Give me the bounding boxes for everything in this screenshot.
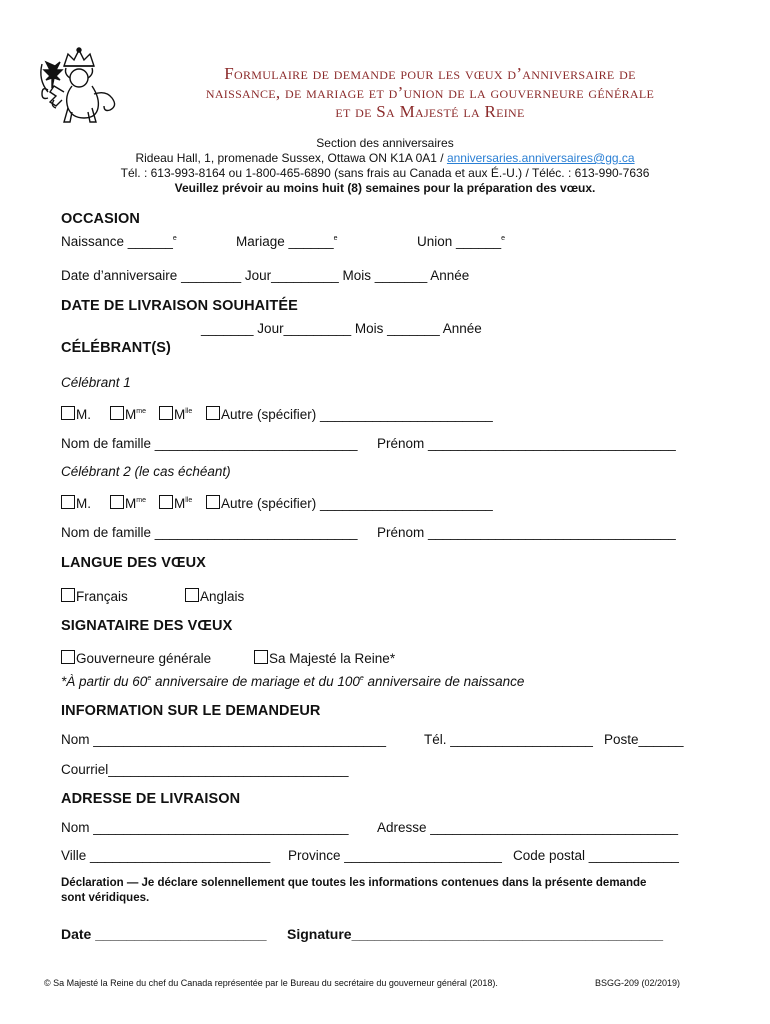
- celebrant-1-mlle-checkbox[interactable]: $M^{lle}$: [159, 406, 192, 422]
- celebrant-1-autre-checkbox[interactable]: Autre (spécifier) _______________________: [206, 406, 493, 422]
- requester-email-field[interactable]: Courriel________________________________: [61, 762, 349, 777]
- royal-crest-logo: [34, 44, 124, 134]
- declaration-line-1: Déclaration — Je déclare solennellement que toutes les informations contenues dans la présente demande: [61, 877, 647, 889]
- celebrant-1-last-name-field[interactable]: Nom de famille ___________________________: [61, 436, 358, 451]
- celebrant-2-autre-checkbox[interactable]: Autre (spécifier) _______________________: [206, 495, 493, 511]
- province-field[interactable]: Province _____________________: [288, 848, 502, 863]
- checkbox-icon[interactable]: [110, 495, 124, 509]
- french-checkbox[interactable]: Français: [61, 588, 128, 604]
- celebrant-2-first-name-field[interactable]: Prénom _________________________________: [377, 525, 676, 540]
- declaration-line-2: sont véridiques.: [61, 892, 150, 904]
- form-title-line-2: naissance, de mariage et d’union de la gouverneure générale: [205, 83, 655, 102]
- celebrant-1-first-name-field[interactable]: Prénom _________________________________: [377, 436, 676, 451]
- occasion-heading: OCCASION: [61, 211, 140, 227]
- checkbox-icon[interactable]: [185, 588, 199, 602]
- address-name-field[interactable]: Nom __________________________________: [61, 820, 349, 835]
- english-checkbox[interactable]: Anglais: [185, 588, 244, 604]
- phone-line: Tél. : 613-993-8164 ou 1-800-465-6890 (sans frais au Canada et aux É.-U.) / Téléc. : 613-990-7636: [120, 166, 650, 180]
- requester-heading: INFORMATION SUR LE DEMANDEUR: [61, 703, 321, 719]
- checkbox-icon[interactable]: [159, 406, 173, 420]
- checkbox-icon[interactable]: [110, 406, 124, 420]
- celebrant-1-m-checkbox[interactable]: M.: [61, 406, 91, 422]
- celebrant-2-last-name-field[interactable]: Nom de famille ___________________________: [61, 525, 358, 540]
- delivery-date-field[interactable]: _______ Jour_________ Mois _______ Année: [201, 321, 482, 336]
- celebrant-2-m-checkbox[interactable]: M.: [61, 495, 91, 511]
- postal-code-field[interactable]: Code postal ____________: [513, 848, 679, 863]
- mariage-field[interactable]: Mariage ______$^e$: [236, 234, 338, 249]
- union-field[interactable]: Union ______$^e$: [417, 234, 505, 249]
- delivery-date-heading: DATE DE LIVRAISON SOUHAITÉE: [61, 298, 298, 314]
- checkbox-icon[interactable]: [61, 495, 75, 509]
- notice: Veuillez prévoir au moins huit (8) semaines pour la préparation des vœux.: [174, 181, 596, 195]
- naissance-field[interactable]: Naissance ______$^e$: [61, 234, 177, 249]
- signatory-heading: SIGNATAIRE DES VŒUX: [61, 618, 233, 634]
- checkbox-icon[interactable]: [254, 650, 268, 664]
- queen-eligibility-note: *À partir du 60e anniversaire de mariage et du 100e anniversaire de naissance: [61, 674, 525, 689]
- signature-field[interactable]: Signature________________________________________: [287, 926, 664, 942]
- celebrant-2-label: Célébrant 2 (le cas échéant): [61, 464, 231, 479]
- checkbox-icon[interactable]: [61, 588, 75, 602]
- celebrant-1-label: Célébrant 1: [61, 375, 131, 390]
- form-title-line-3: et de Sa Majesté la Reine: [335, 102, 525, 121]
- email-link[interactable]: anniversaries.anniversaires@gg.ca: [446, 151, 635, 165]
- address-line: [0, 151, 770, 166]
- date-field[interactable]: Date ______________________: [61, 926, 267, 942]
- form-code: BSGG-209 (02/2019): [595, 978, 681, 988]
- city-field[interactable]: Ville ________________________: [61, 848, 271, 863]
- checkbox-icon[interactable]: [61, 650, 75, 664]
- queen-checkbox[interactable]: Sa Majesté la Reine*: [254, 650, 395, 666]
- celebrant-1-mme-checkbox[interactable]: $M^{me}$: [110, 406, 146, 422]
- checkbox-icon[interactable]: [206, 406, 220, 420]
- copyright-notice: © Sa Majesté la Reine du chef du Canada représentée par le Bureau du secrétaire du gouverneur général (2018).: [44, 978, 498, 988]
- delivery-address-heading: ADRESSE DE LIVRAISON: [61, 791, 241, 807]
- checkbox-icon[interactable]: [159, 495, 173, 509]
- language-heading: LANGUE DES VŒUX: [61, 555, 206, 571]
- governor-general-checkbox[interactable]: Gouverneure générale: [61, 650, 211, 666]
- checkbox-icon[interactable]: [61, 406, 75, 420]
- celebrants-heading: CÉLÉBRANT(S): [61, 340, 171, 356]
- celebrant-2-mme-checkbox[interactable]: $M^{me}$: [110, 495, 146, 511]
- address-text: Rideau Hall, 1, promenade Sussex, Ottawa ON K1A 0A1 /: [135, 151, 447, 165]
- requester-phone-field[interactable]: Tél. ___________________: [424, 732, 593, 747]
- checkbox-icon[interactable]: [206, 495, 220, 509]
- form-title-line-1: Formulaire de demande pour les vœux d’anniversaire de: [224, 64, 636, 83]
- section-name: Section des anniversaires: [316, 136, 454, 150]
- anniversary-date-field[interactable]: Date d’anniversaire ________ Jour_________ Mois _______ Année: [61, 268, 470, 283]
- celebrant-2-mlle-checkbox[interactable]: $M^{lle}$: [159, 495, 192, 511]
- address-street-field[interactable]: Adresse _________________________________: [377, 820, 679, 835]
- requester-name-field[interactable]: Nom _______________________________________: [61, 732, 387, 747]
- requester-extension-field[interactable]: Poste______: [604, 732, 684, 747]
